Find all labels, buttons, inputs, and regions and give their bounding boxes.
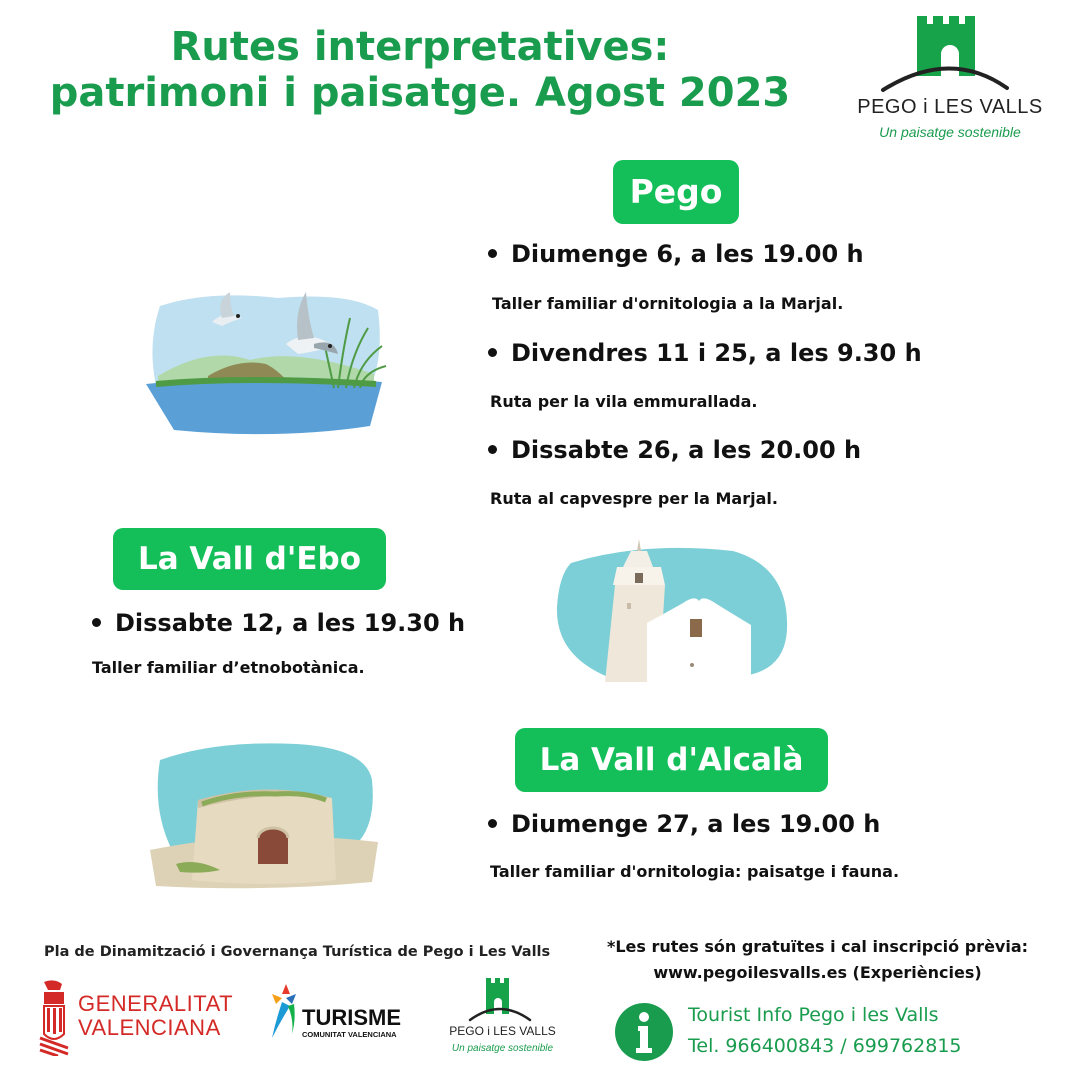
event-date: Dissabte 12, a les 19.30 h [115,609,466,637]
church-illustration [553,537,793,682]
church-window [690,619,702,637]
info-icon [614,1002,674,1062]
bullet-dot [488,249,497,258]
event-date: Dissabte 26, a les 20.00 h [511,436,862,464]
event-date: Diumenge 6, a les 19.00 h [511,240,864,268]
castle-tower-icon [855,10,1045,96]
event-ebo-1 [92,609,465,637]
generalitat-line2: VALENCIANA [78,1015,221,1040]
footer-logo-tagline: Un paisatge sostenible [451,1043,554,1054]
generalitat-line1: GENERALITAT [78,991,234,1016]
footer-logo-name: PEGO i LES VALLS [449,1024,556,1038]
marsh-birds-illustration [138,288,388,440]
tourist-info-phone[interactable]: Tel. 966400843 / 699762815 [688,1035,962,1057]
section-pill-pego: Pego [613,160,739,224]
event-alcala-1-desc: Taller familiar d'ornitologia: paisatge i fauna. [490,862,900,881]
event-date: Diumenge 27, a les 19.00 h [511,810,881,838]
title-line-2: patrimoni i paisatge. Agost 2023 [49,70,791,116]
event-pego-3-desc: Ruta al capvespre per la Marjal. [490,489,778,508]
event-pego-2 [488,339,922,367]
bell-window [635,573,643,583]
registration-note [580,934,1055,986]
small-castle-tower-icon [460,974,540,1024]
plan-dinamitzacio-text: Pla de Dinamització i Governança Turística de Pego i Les Valls [44,944,551,960]
logo-name: PEGO i LES VALLS [857,96,1043,118]
title-line-1: Rutes interpretatives: [170,24,670,70]
bullet-dot [488,819,497,828]
registration-website-link[interactable]: www.pegoilesvalls.es (Experiències) [653,963,982,982]
event-pego-1-desc: Taller familiar d'ornitologia a la Marjal. [492,294,844,313]
event-pego-1 [488,240,864,268]
bullet-dot [92,618,101,627]
pego-les-valls-logo [855,10,1045,150]
event-pego-2-desc: Ruta per la vila emmurallada. [490,392,758,411]
generalitat-valenciana-logo [78,992,233,1040]
bullet-dot [488,445,497,454]
bullet-dot [488,348,497,357]
section-pill-vall-dalcala: La Vall d'Alcalà [515,728,828,792]
section-pill-vall-debo: La Vall d'Ebo [113,528,386,590]
event-alcala-1 [488,810,880,838]
tourist-info-name: Tourist Info Pego i les Valls [688,1004,939,1026]
event-ebo-1-desc: Taller familiar d’etnobotànica. [92,658,365,677]
page-title [40,24,800,116]
logo-tagline: Un paisatge sostenible [879,124,1021,140]
rural-hut-illustration [146,740,382,892]
turisme-star-icon [266,980,304,1042]
event-pego-3 [488,436,861,464]
generalitat-emblem-icon [36,978,72,1056]
event-date: Divendres 11 i 25, a les 9.30 h [511,339,922,367]
turisme-logo-text: TURISME [302,1005,401,1030]
registration-note-line1: *Les rutes són gratuïtes i cal inscripció prèvia: [606,937,1029,956]
turisme-logo-subtext: COMUNITAT VALENCIANA [302,1030,397,1039]
